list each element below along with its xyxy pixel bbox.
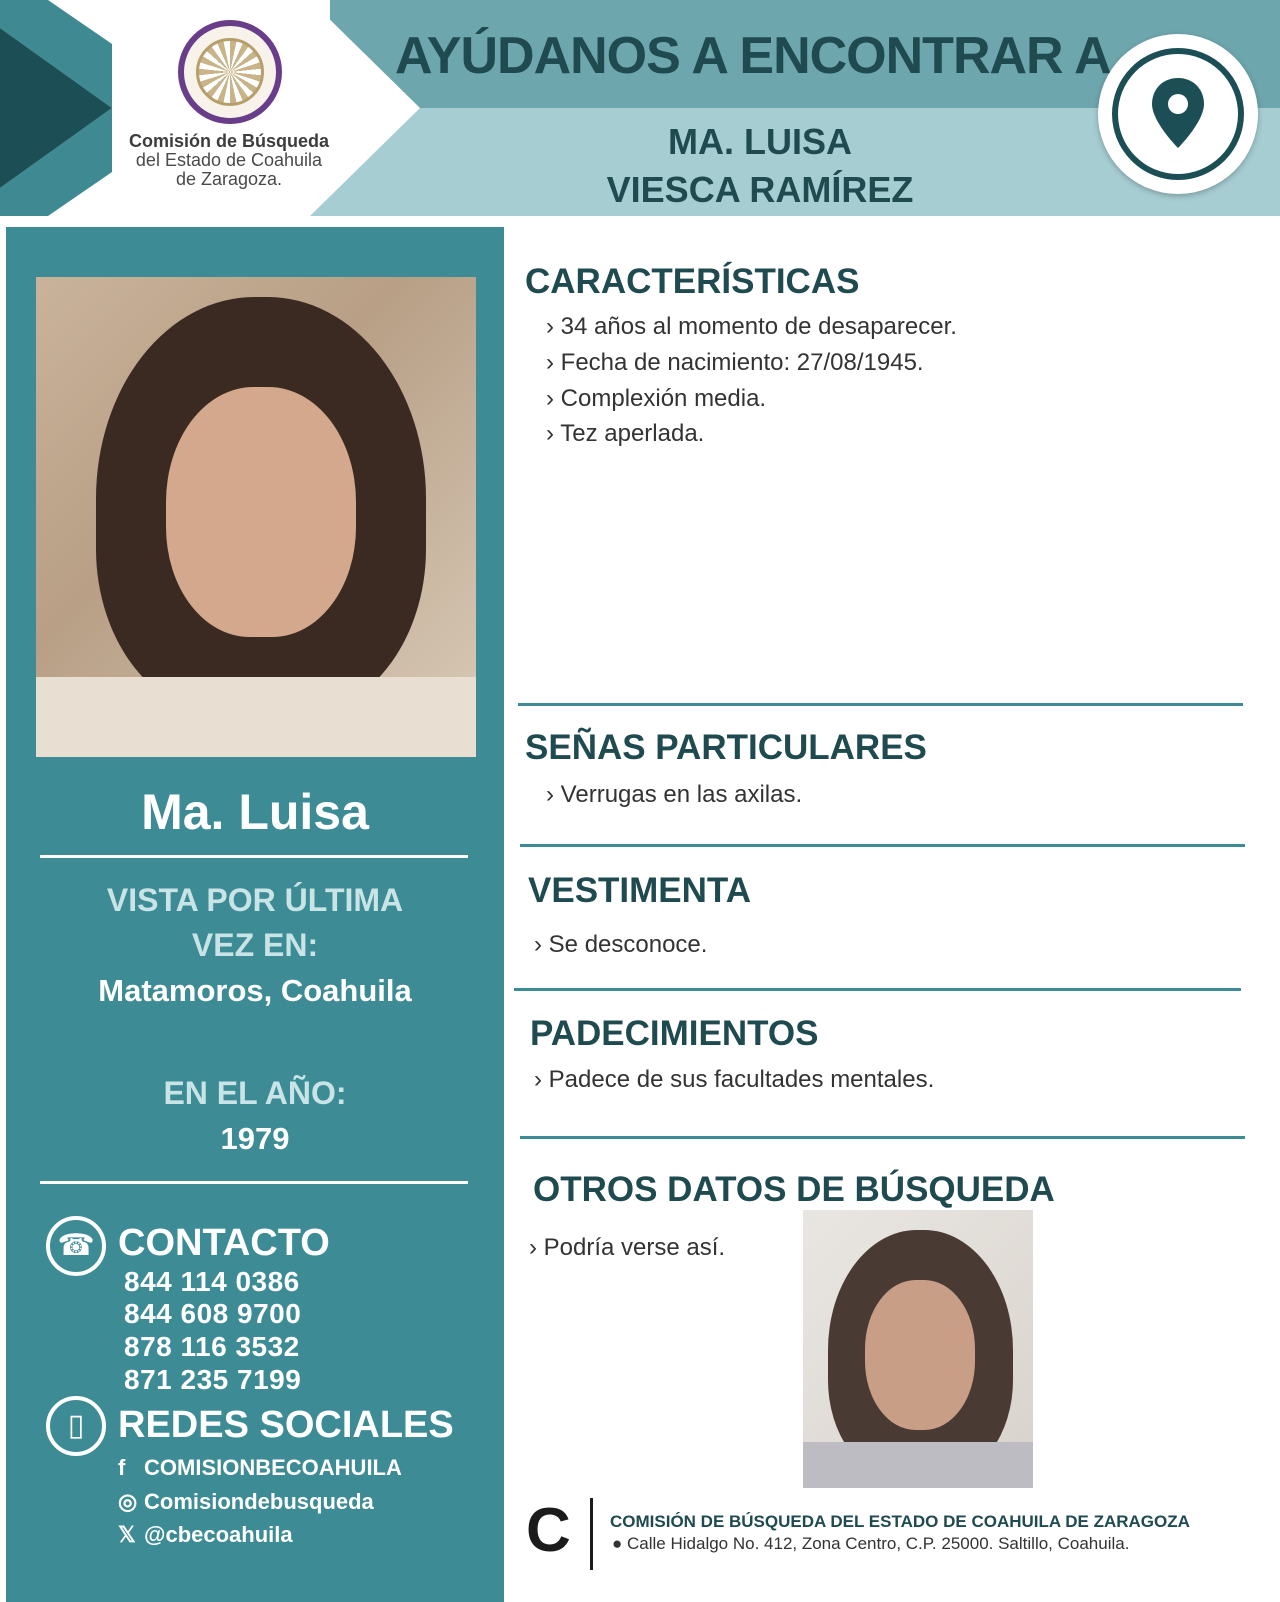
caracteristicas-item: › Fecha de nacimiento: 27/08/1945. <box>546 349 924 376</box>
padecimientos-item: › Padece de sus facultades mentales. <box>534 1066 935 1093</box>
phone-number-1[interactable]: 844 114 0386 <box>124 1266 300 1297</box>
item-text: Tez aperlada. <box>560 420 705 447</box>
org-line-1: Comisión de Búsqueda <box>128 131 330 151</box>
phone-number-3[interactable]: 878 116 3532 <box>124 1331 300 1362</box>
item-text: Se desconoce. <box>548 931 708 958</box>
photo-shirt <box>803 1442 1033 1488</box>
x-icon: 𝕏 <box>118 1522 136 1547</box>
last-seen-label-2: VEZ EN: <box>191 927 319 963</box>
commission-c-logo: C <box>526 1496 571 1565</box>
person-photo <box>36 277 476 757</box>
last-seen-place: Matamoros, Coahuila <box>98 973 412 1008</box>
name-line-1: MA. LUISA <box>668 121 852 162</box>
year-label: EN EL AÑO: <box>163 1075 347 1111</box>
facebook-link[interactable] <box>118 1455 402 1481</box>
seal-emblem <box>196 38 264 106</box>
location-icon: ● <box>612 1534 623 1553</box>
photo-face <box>166 387 356 637</box>
phone-number-4[interactable]: 871 235 7199 <box>124 1364 302 1395</box>
item-text: Complexión media. <box>560 385 767 412</box>
photo-shirt <box>36 677 476 757</box>
instagram-handle: Comisiondebusqueda <box>144 1489 374 1514</box>
item-text: Fecha de nacimiento: 27/08/1945. <box>560 349 924 376</box>
item-text: Podría verse así. <box>543 1234 726 1261</box>
section-divider <box>514 988 1241 991</box>
map-pin-icon <box>1118 54 1238 174</box>
caracteristicas-heading: CARACTERÍSTICAS <box>525 262 860 301</box>
page-title: AYÚDANOS A ENCONTRAR A <box>395 27 1111 85</box>
missing-person-name <box>560 118 960 214</box>
social-heading: REDES SOCIALES <box>118 1404 454 1446</box>
person-first-name: Ma. Luisa <box>141 784 369 840</box>
section-divider <box>520 844 1245 847</box>
facebook-icon: f <box>118 1455 126 1480</box>
instagram-icon: ◎ <box>118 1489 138 1514</box>
org-line-2: del Estado de Coahuila <box>135 150 323 170</box>
organization-name <box>96 132 362 189</box>
senas-heading: SEÑAS PARTICULARES <box>525 728 927 767</box>
divider <box>40 1181 468 1184</box>
name-line-2: VIESCA RAMÍREZ <box>606 169 914 210</box>
caracteristicas-item: › Complexión media. <box>546 385 767 412</box>
instagram-link[interactable] <box>118 1489 374 1515</box>
otros-heading: OTROS DATOS DE BÚSQUEDA <box>533 1170 1055 1209</box>
footer-address <box>612 1534 1129 1554</box>
facebook-handle: COMISIONBECOAHUILA <box>144 1455 402 1480</box>
item-text: 34 años al momento de desaparecer. <box>560 313 957 340</box>
vestimenta-heading: VESTIMENTA <box>528 871 751 910</box>
section-divider <box>518 703 1243 706</box>
contact-heading: CONTACTO <box>118 1222 330 1264</box>
org-line-3: de Zaragoza. <box>175 169 283 189</box>
phone-icon: ☎ <box>46 1216 106 1276</box>
caracteristicas-item: › 34 años al momento de desaparecer. <box>546 313 957 340</box>
item-text: Padece de sus facultades mentales. <box>548 1066 935 1093</box>
caracteristicas-item: › Tez aperlada. <box>546 420 705 447</box>
vestimenta-item: › Se desconoce. <box>534 931 708 958</box>
commission-seal-logo <box>178 20 282 124</box>
item-text: Verrugas en las axilas. <box>560 781 803 808</box>
section-divider <box>520 1136 1245 1139</box>
footer-divider <box>590 1498 593 1570</box>
footer-org: COMISIÓN DE BÚSQUEDA DEL ESTADO DE COAHUILA DE ZARAGOZA <box>610 1512 1190 1531</box>
senas-item: › Verrugas en las axilas. <box>546 781 803 808</box>
x-link[interactable] <box>118 1522 293 1548</box>
smartphone-icon: ▯ <box>46 1396 106 1456</box>
location-badge-ring <box>1112 48 1244 180</box>
x-handle: @cbecoahuila <box>144 1522 293 1547</box>
footer-address-text: Calle Hidalgo No. 412, Zona Centro, C.P. 25000. Saltillo, Coahuila. <box>627 1534 1130 1553</box>
year-value: 1979 <box>220 1121 290 1156</box>
location-badge <box>1098 34 1258 194</box>
last-seen-label-1: VISTA POR ÚLTIMA <box>106 882 404 918</box>
phone-number-2[interactable]: 844 608 9700 <box>124 1298 302 1329</box>
photo-face <box>865 1280 975 1430</box>
padecimientos-heading: PADECIMIENTOS <box>530 1014 819 1053</box>
otros-item: › Podría verse así. <box>529 1234 726 1261</box>
age-progression-photo <box>803 1210 1033 1488</box>
divider <box>40 855 468 858</box>
